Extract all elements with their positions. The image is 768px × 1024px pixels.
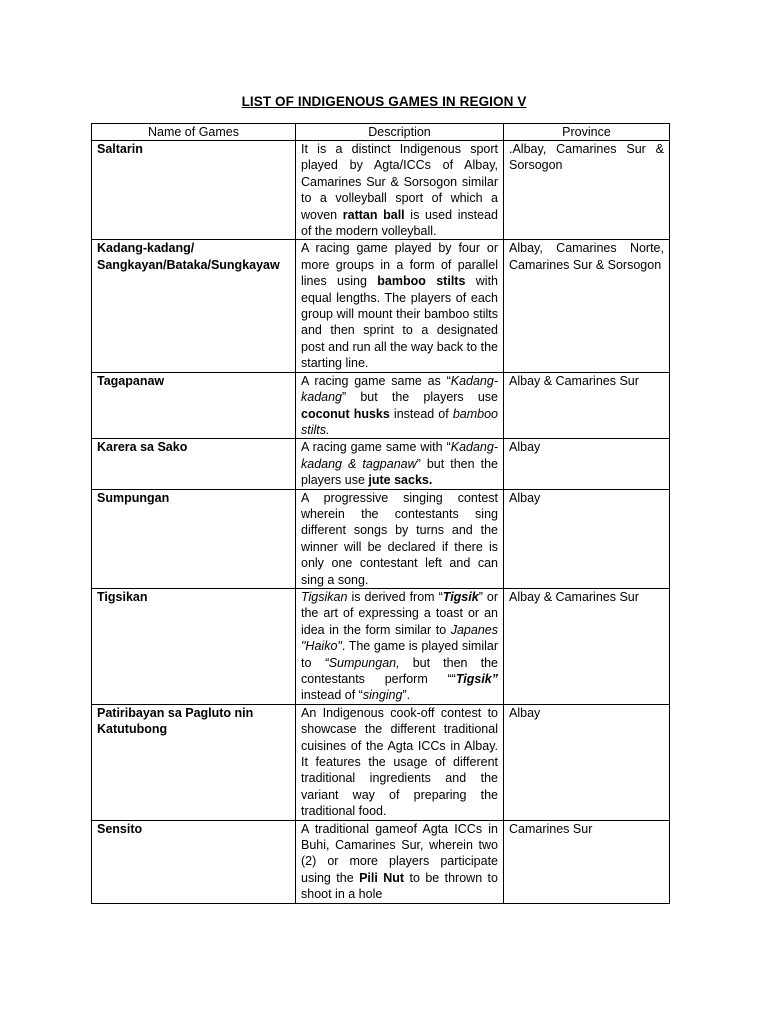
game-province: .Albay, Camarines Sur & Sorsogon: [504, 141, 670, 240]
description-segment: “Sumpungan,: [324, 655, 400, 670]
description-segment: with equal lengths. The players of each group will mount their bamboo stilts and then sprint to a designated post and run all the way back to the starting line.: [301, 274, 498, 371]
games-table: [91, 123, 670, 904]
description-segment: Tigsik: [442, 589, 479, 604]
game-name: Tagapanaw: [92, 372, 296, 439]
description-segment: instead of “: [301, 688, 363, 703]
description-segment: Kadang-kadang: [301, 373, 498, 405]
description-segment: instead of: [389, 406, 453, 421]
table-body: [92, 141, 670, 904]
description-segment: Kadang-kadang & tagpanaw: [301, 440, 498, 471]
game-province: Albay: [504, 489, 670, 588]
description-segment: ”.: [402, 688, 411, 703]
description-segment: A progressive singing contest wherein the contestants sing different songs by turns and the winner will be declared if there is only one contestant left and can sing a song.: [301, 490, 498, 587]
game-name: Patiribayan sa Pagluto nin Katutubong: [92, 704, 296, 820]
game-description: [296, 588, 504, 704]
description-segment: rattan ball: [342, 207, 405, 222]
table-row: [92, 439, 670, 489]
description-segment: coconut husks: [301, 406, 390, 421]
game-province: Albay & Camarines Sur: [504, 588, 670, 704]
page-title: LIST OF INDIGENOUS GAMES IN REGION V: [241, 94, 527, 109]
description-segment: ” but the players use: [342, 390, 498, 405]
description-segment: to be thrown to shoot in a hole: [301, 870, 498, 902]
game-province: Camarines Sur: [504, 820, 670, 903]
description-segment: . The game is played similar to: [301, 639, 498, 670]
header-name: Name of Games: [92, 124, 296, 141]
description-segment: is derived from “: [347, 589, 443, 604]
description-segment: is used instead of the modern volleyball.: [301, 207, 498, 239]
description-segment: ” but then the players use: [301, 456, 498, 488]
description-segment: ” or the art of expressing a toast or an idea in the form similar to: [301, 589, 498, 637]
game-province: Albay: [504, 439, 670, 489]
description-segment: A racing game played by four or more groups in a form of parallel lines using: [301, 241, 498, 289]
description-segment: but then the contestants perform ““: [301, 655, 498, 686]
description-segment: jute sacks.: [368, 473, 433, 488]
game-name: Sensito: [92, 820, 296, 903]
table-row: [92, 588, 670, 704]
header-province: Province: [504, 124, 670, 141]
game-description: [296, 141, 504, 240]
description-segment: singing: [362, 688, 403, 703]
game-description: [296, 240, 504, 372]
game-province: Albay, Camarines Norte, Camarines Sur & Sorsogon: [504, 240, 670, 372]
table-row: [92, 489, 670, 588]
game-province: Albay & Camarines Sur: [504, 372, 670, 439]
game-name: Saltarin: [92, 141, 296, 240]
description-segment: An Indigenous cook-off contest to showcase the different traditional cuisines of the Agta ICCs in Albay. It features the usage of different traditional ingredients and the variant way of preparing the traditional food.: [301, 705, 498, 819]
game-name: Karera sa Sako: [92, 439, 296, 489]
game-name: Tigsikan: [92, 588, 296, 704]
description-segment: Tigsik”: [455, 672, 498, 686]
table-row: [92, 704, 670, 820]
description-segment: Pili Nut: [359, 870, 405, 885]
game-name: Sumpungan: [92, 489, 296, 588]
game-description: [296, 489, 504, 588]
game-name: Kadang-kadang/ Sangkayan/Bataka/Sungkayaw: [92, 240, 296, 372]
table-row: [92, 372, 670, 439]
description-segment: A racing game same as “: [301, 373, 451, 388]
description-segment: It is a distinct Indigenous sport played by Agta/ICCs of Albay, Camarines Sur & Sorsogon similar to a volleyball sport of which a woven: [301, 142, 498, 222]
table-row: [92, 240, 670, 372]
game-province: Albay: [504, 704, 670, 820]
description-segment: Japanes "Haiko": [301, 622, 498, 654]
game-description: [296, 372, 504, 439]
table-row: [92, 820, 670, 903]
game-description: [296, 820, 504, 903]
table-header-row: [92, 124, 670, 141]
game-description: [296, 704, 504, 820]
description-segment: A racing game same with “: [301, 440, 451, 455]
description-segment: Tigsikan: [301, 589, 348, 604]
description-segment: A traditional gameof Agta ICCs in Buhi, Camarines Sur, wherein two (2) or more players participate using the: [301, 821, 498, 885]
header-description: Description: [296, 124, 504, 141]
table-row: [92, 141, 670, 240]
description-segment: bamboo stilts: [377, 274, 466, 289]
description-segment: bamboo stilts.: [301, 406, 498, 437]
game-description: [296, 439, 504, 489]
